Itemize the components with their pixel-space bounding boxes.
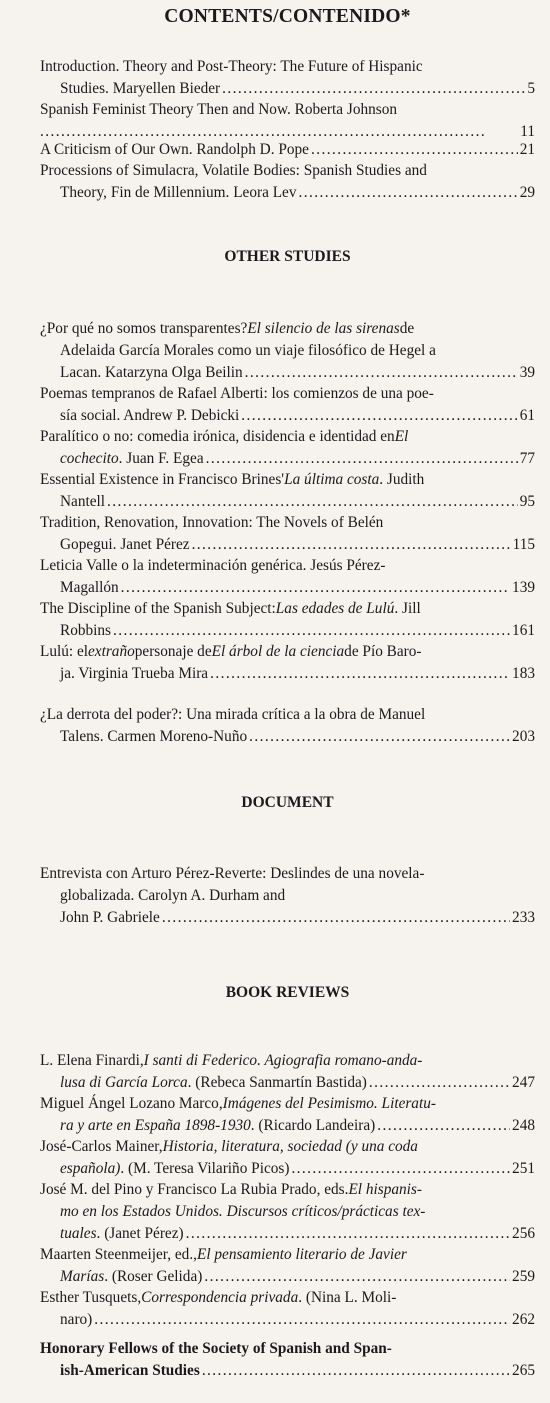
page-number: 161: [512, 622, 535, 639]
entry-text: . (Roser Gelida): [104, 1268, 203, 1285]
entry-title-italic: extraño: [88, 643, 135, 660]
entry-title-italic: I santi di Federico. Agiografia romano-anda-: [143, 1052, 423, 1069]
toc-entry: [40, 383, 535, 427]
dot-leader: [121, 577, 510, 599]
toc-entry: [40, 160, 535, 204]
entry-text: Lulú: el: [40, 643, 89, 660]
page-number: 5: [527, 80, 535, 97]
entry-text: ja. Virginia Trueba Mira: [60, 665, 209, 682]
entry-title-italic: Imágenes del Pesimismo. Literatu-: [222, 1095, 436, 1112]
dot-leader: [113, 620, 510, 642]
entry-title-italic: Correspondencia privada: [141, 1289, 299, 1306]
toc-entry: [40, 99, 535, 143]
page-number: 251: [512, 1160, 535, 1177]
dot-leader: [241, 405, 517, 427]
page-number: 233: [512, 909, 535, 926]
page-number: 262: [512, 1311, 535, 1328]
entry-text: Adelaida García Morales como un viaje filosófico de Hegel a: [60, 342, 436, 359]
toc-entry: [40, 318, 535, 384]
entry-text: . (Nina L. Moli-: [298, 1289, 397, 1306]
entry-text: . (Rebeca Sanmartín Bastida): [187, 1074, 367, 1091]
entry-text: Lacan. Katarzyna Olga Beilin: [60, 364, 243, 381]
entry-text: Robbins: [60, 622, 111, 639]
dot-leader: [186, 1223, 510, 1245]
entry-text: personaje de: [134, 643, 212, 660]
toc-entry: [40, 1136, 535, 1180]
entry-text: Introduction. Theory and Post-Theory: The Future of Hispanic: [40, 58, 423, 75]
entry-text: Gopegui. Janet Pérez: [60, 536, 190, 553]
entry-title-italic: Historia, literatura, sociedad (y una coda: [162, 1138, 418, 1155]
entry-text: Maarten Steenmeijer, ed.,: [40, 1246, 197, 1263]
toc-entry: [40, 555, 535, 599]
entry-text: . (Ricardo Landeira): [250, 1117, 376, 1134]
toc-entry: [40, 598, 535, 642]
toc-entry: [40, 1093, 535, 1137]
page-number: 265: [512, 1362, 535, 1379]
entry-text: ¿Por qué no somos transparentes?: [40, 320, 248, 337]
entry-title-italic: El hispanis-: [348, 1181, 422, 1198]
toc-entry: [40, 469, 535, 513]
dot-leader: [202, 1360, 510, 1382]
page-number: 256: [512, 1225, 535, 1242]
section-heading-other-studies: OTHER STUDIES: [224, 248, 351, 265]
page-number: 183: [512, 665, 535, 682]
entry-title-italic: Marías: [60, 1268, 105, 1285]
dot-leader: [204, 1266, 510, 1288]
entry-text: José-Carlos Mainer,: [40, 1138, 163, 1155]
page-number: 203: [512, 728, 535, 745]
entry-text: Studies. Maryellen Bieder: [60, 80, 221, 97]
entry-text: de Pío Baro-: [344, 643, 422, 660]
entry-text: José M. del Pino y Francisco La Rubia Prado, eds.: [40, 1181, 349, 1198]
entry-title-italic: tuales: [60, 1225, 97, 1242]
entry-text: sía social. Andrew P. Debicki: [60, 407, 240, 424]
toc-entry: [40, 1338, 535, 1382]
toc-entry: [40, 1179, 535, 1245]
toc-entry: [40, 426, 535, 470]
dot-leader: [107, 491, 518, 513]
dot-leader: [245, 362, 518, 384]
page-number: 11: [520, 123, 535, 140]
page-number: 77: [519, 450, 535, 467]
page-number: 61: [519, 407, 535, 424]
toc-entry: [40, 512, 535, 556]
toc-entry: [40, 704, 535, 748]
dot-leader: [311, 139, 518, 161]
dot-leader: [206, 448, 518, 470]
entry-text: Tradition, Renovation, Innovation: The Novels of Belén: [40, 514, 384, 531]
toc-entry: [40, 139, 535, 161]
page-number: 247: [512, 1074, 535, 1091]
entry-text: Poemas tempranos de Rafael Alberti: los comienzos de una poe-: [40, 385, 434, 402]
toc-entry: [40, 863, 535, 929]
entry-text: Esther Tusquets,: [40, 1289, 142, 1306]
entry-text: ¿La derrota del poder?: Una mirada crítica a la obra de Manuel: [40, 706, 426, 723]
dot-leader: [222, 78, 525, 100]
entry-title-italic: El: [394, 428, 409, 445]
dot-leader: [210, 663, 510, 685]
entry-text: Talens. Carmen Moreno-Nuño: [60, 728, 248, 745]
entry-text: Miguel Ángel Lozano Marco,: [40, 1095, 223, 1112]
entry-text: naro): [60, 1311, 93, 1328]
entry-text: Nantell: [60, 493, 106, 510]
entry-text: . Judith: [379, 471, 425, 488]
page-number: 259: [512, 1268, 535, 1285]
dot-leader: [249, 726, 510, 748]
entry-text: globalizada. Carolyn A. Durham and: [60, 887, 286, 904]
entry-text: L. Elena Finardi,: [40, 1052, 144, 1069]
entry-text: Spanish Feminist Theory Then and Now. Roberta Johnson: [40, 101, 398, 118]
entry-text: Entrevista con Arturo Pérez-Reverte: Deslindes de una novela-: [40, 865, 425, 882]
entry-text: Theory, Fin de Millennium. Leora Lev: [60, 184, 297, 201]
entry-title-italic: mo en los Estados Unidos. Discursos críticos/prácticas tex-: [60, 1203, 426, 1220]
entry-text: de: [399, 320, 415, 337]
page-number: 139: [512, 579, 535, 596]
dot-leader: [192, 534, 511, 556]
entry-text: A Criticism of Our Own. Randolph D. Pope: [40, 141, 309, 158]
entry-title-italic: ra y arte en España 1898-1930: [60, 1117, 251, 1134]
entry-title-italic: El silencio de las sirenas: [247, 320, 400, 337]
dot-leader: [298, 182, 517, 204]
page-number: 95: [519, 493, 535, 510]
entry-text: . (M. Teresa Vilariño Picos): [120, 1160, 290, 1177]
entry-text: John P. Gabriele: [60, 909, 160, 926]
section-heading-book-reviews: BOOK REVIEWS: [225, 984, 350, 1001]
entry-text: Processions of Simulacra, Volatile Bodies: Spanish Studies and: [40, 162, 427, 179]
toc-entry: [40, 1287, 535, 1331]
entry-title-italic: cochecito: [60, 450, 119, 467]
entry-title-italic: Las edades de Lulú: [275, 600, 395, 617]
entry-text: ish-American Studies: [60, 1362, 200, 1379]
entry-text: Leticia Valle o la indeterminación genérica. Jesús Pérez-: [40, 557, 386, 574]
entry-text: Paralítico o no: comedia irónica, disidencia e identidad en: [40, 428, 395, 445]
dot-leader: [377, 1115, 510, 1137]
dot-leader: [291, 1158, 510, 1180]
page-number: 39: [519, 364, 535, 381]
dot-leader: [162, 907, 510, 929]
entry-title-italic: lusa di García Lorca: [60, 1074, 188, 1091]
dot-leader: [94, 1309, 510, 1331]
entry-text: Essential Existence in Francisco Brines': [40, 471, 285, 488]
entry-title-italic: El árbol de la ciencia: [211, 643, 345, 660]
section-heading-document: DOCUMENT: [241, 794, 334, 811]
entry-text: The Discipline of the Spanish Subject:: [40, 600, 276, 617]
page-title: CONTENTS/CONTENIDO*: [164, 6, 411, 27]
page-number: 115: [512, 536, 535, 553]
entry-text: Magallón: [60, 579, 119, 596]
entry-text: . Juan F. Egea: [118, 450, 204, 467]
page-number: 29: [519, 184, 535, 201]
entry-text: . (Janet Pérez): [96, 1225, 184, 1242]
toc-entry: [40, 1244, 535, 1288]
toc-entry: [40, 56, 535, 100]
entry-title-italic: El pensamiento literario de Javier: [196, 1246, 407, 1263]
page-number: 21: [519, 141, 535, 158]
toc-entry: [40, 641, 535, 685]
dot-leader: [369, 1072, 510, 1094]
entry-text: Honorary Fellows of the Society of Spanish and Span-: [40, 1340, 392, 1357]
page-number: 248: [512, 1117, 535, 1134]
entry-title-italic: La última costa: [284, 471, 380, 488]
entry-title-italic: española): [60, 1160, 121, 1177]
toc-entry: [40, 1050, 535, 1094]
entry-text: . Jill: [394, 600, 421, 617]
